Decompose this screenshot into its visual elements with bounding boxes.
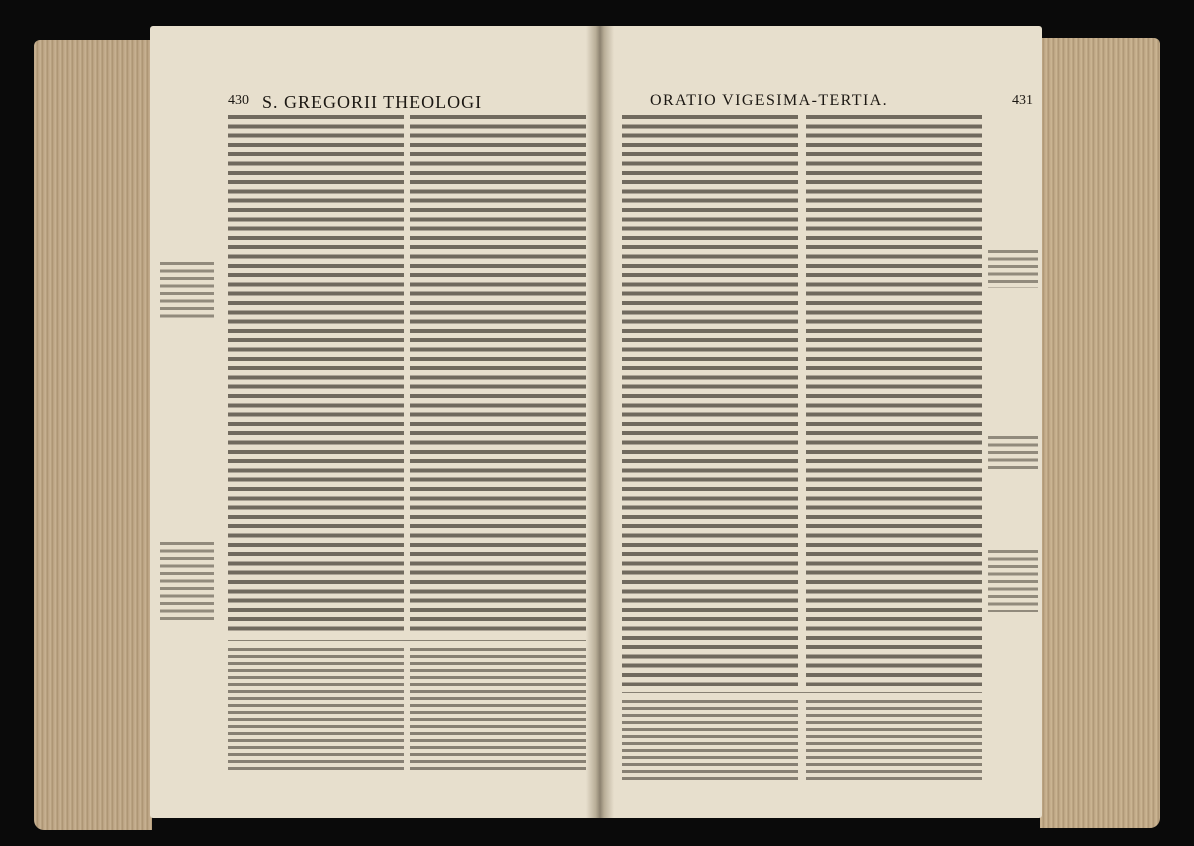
left-greek-column (410, 112, 586, 632)
right-greek-column (622, 112, 798, 686)
footnote-rule (622, 692, 982, 693)
left-latin-footnotes (228, 646, 404, 772)
right-margin-gloss (988, 248, 1038, 288)
right-page-block-edge (1040, 38, 1160, 828)
left-latin-column (228, 112, 404, 632)
right-latin-footnotes (806, 698, 982, 784)
left-greek-footnotes (410, 646, 586, 772)
right-page-number: 431 (1012, 93, 1033, 108)
left-page-block-edge (34, 40, 152, 830)
left-page-number: 430 (228, 93, 249, 108)
left-margin-gloss (160, 260, 214, 320)
right-greek-footnotes (622, 698, 798, 784)
footnote-rule (228, 640, 586, 641)
right-latin-column (806, 112, 982, 686)
right-margin-gloss (988, 548, 1038, 612)
left-running-head: S. GREGORII THEOLOGI (262, 92, 483, 112)
right-margin-gloss (988, 434, 1038, 470)
right-running-head: ORATIO VIGESIMA-TERTIA. (650, 92, 889, 109)
left-margin-gloss (160, 540, 214, 620)
book-gutter (586, 26, 614, 818)
